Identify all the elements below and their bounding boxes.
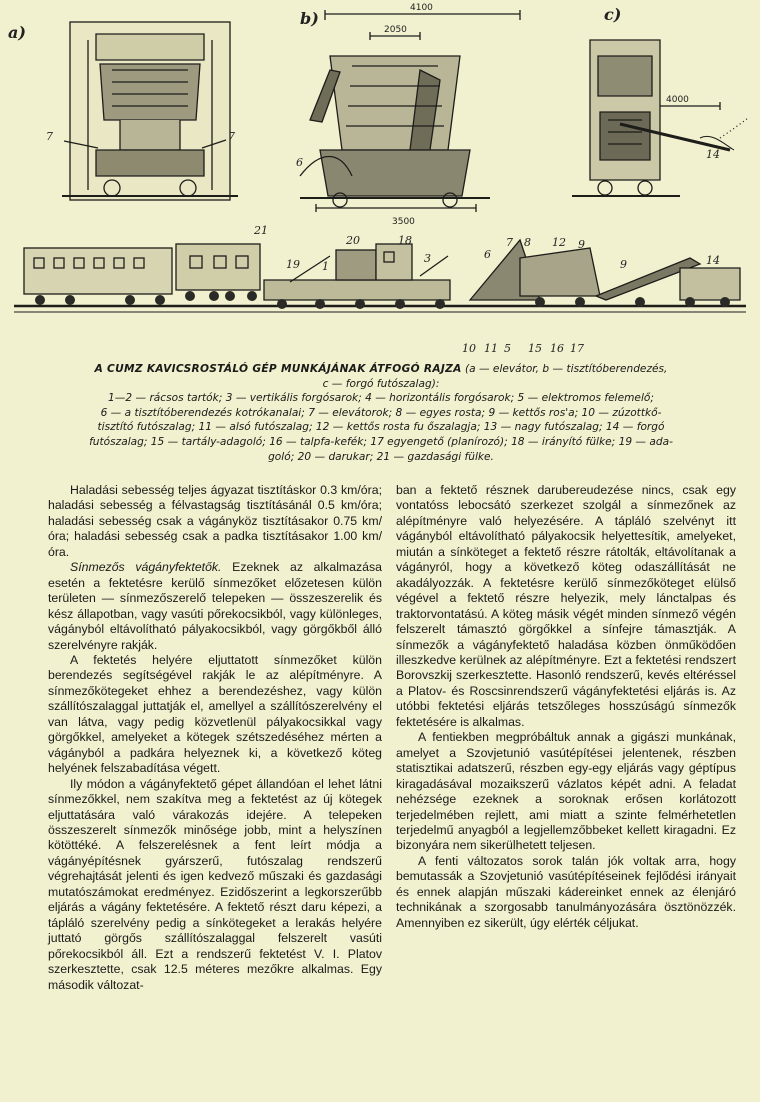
part-number: 9 [620, 258, 627, 271]
panel-number: 6 [296, 156, 303, 169]
dim-c-side: 4000 [666, 95, 689, 105]
part-number: 14 [706, 254, 720, 267]
right-text-column [396, 483, 736, 931]
panel-number: 7 [46, 130, 53, 143]
paragraph: A fenti változatos sorok talán jók voltak arra, hogy bemutassák a Szovjetunió vasútépítéseinek fejlődési irányait és ennek alapján műszaki kádereinket ennek az élenjáró technikának a szorgosabb tanulmányozására ösztönözzék. Amennyiben ez sikerült, úgy elérték céljukat. [396, 853, 736, 930]
panel-b-cleaner [300, 10, 520, 212]
part-number: 3 [424, 252, 431, 265]
part-number: 8 [524, 236, 531, 249]
part-number: 6 [484, 248, 491, 261]
part-number: 11 [484, 342, 498, 355]
part-number: 1 [322, 260, 329, 273]
caption-line: 6 — a tisztítóberendezés kotrókanalai; 7 — elevátorok; 8 — egyes rosta; 9 — kettős ros'a; 10 — zúzottkő- [100, 406, 662, 419]
paragraph: Haladási sebesség teljes ágyazat tisztításkor 0.3 km/óra; haladási sebesség a félvastagság tisztításánál 0.5 km/óra; haladási sebesség csak a vágányköz tisztításakor 0.75 km/óra; haladási sebesség csak a padka tisztításakor 1.00 km/óra. [48, 483, 382, 559]
part-number: 5 [504, 342, 511, 355]
caption-line: (a — elevátor, b — tisztítóberendezés, [464, 363, 668, 375]
caption-line: tisztító futószalag; 11 — alsó futószalag; 12 — kettős rosta fu őszalagja; 13 — nagy futószalag; 14 — forgó [97, 421, 665, 434]
part-number: 10 [462, 342, 476, 355]
caption-line: goló; 20 — darukar; 21 — gazdasági fülke. [268, 450, 494, 463]
panel-number: 14 [706, 148, 720, 161]
panel-c-label: c) [604, 5, 622, 24]
part-number: 16 [550, 342, 564, 355]
part-number: 18 [398, 234, 412, 247]
dim-b-bottom: 3500 [392, 217, 415, 227]
part-number: 15 [528, 342, 542, 355]
panel-number: 7 [228, 130, 235, 143]
paragraph: A fentiekben megpróbáltuk annak a gigászi munkának, amelyet a Szovjetunió vasútépítései jelentenek, részben statisztikai adatszerű, részben egy-egy eljárás vagy géptípus kiragadásával mozaikszerű vázlatos képét adni. A feladat nehézsége ezeknek a soroknak erősen korlátozott terjedelmében rejlett, ami miatt a szinte felmérhetetlen terjedelmű anyagból a legjellemzőbbeket kellett kiragadni. Ez bizonyára nem sikerülhetett teljesen. [396, 730, 736, 853]
paragraph-body: Ezeknek az alkalmazása esetén a fektetésre kerülő sínmezőket előzetesen külön területen — sínmezőszerelő telepeken — összeszerelik és kész állapotban, vagy vasúti pőrekocsikból, vagy különleges, vágányból eltávolítható pályakocsikból, vagy görgőkből álló szerelvényre rakják. [48, 560, 382, 652]
left-text-column [48, 483, 382, 993]
panel-a-label: a) [8, 23, 26, 42]
part-number: 20 [346, 234, 360, 247]
paragraph: A fektetés helyére eljuttatott sínmezőket külön berendezés segítségével rakják le az alépítményre. A sínmezőkötegeket ehhez a berendezéshez, vagy külön szállítószalaggal juttatják el, amellyel a szállítószerelvény el van látva, vagy pedig közvetlenül pályakocsikkal vagy görgőkkel, amelyeket a kötegek szétszedéséhez mérten a vágányból a padkára helyeznek ki, a következő köteg helyének felszabadítása végett. [48, 652, 382, 776]
machine-drawing [0, 0, 760, 360]
paragraph-lead: Sínmezős vágányfektetők. [70, 560, 222, 575]
caption-line: c — forgó futószalag): [322, 377, 440, 390]
caption-line: futószalag; 15 — tartály-adagoló; 16 — talpfa-kefék; 17 egyengető (planírozó); 18 — irányító fülke; 19 — ada- [89, 435, 673, 448]
part-number: 19 [286, 258, 300, 271]
part-number: 9 [578, 238, 585, 251]
paragraph: ban a fektető résznek darubereudezése nincs, csak egy vontatóss lebocsátó szerkezet szolgál a sínmezőnek az alépítményre való helyezésére. A tápláló szelvényt itt vágányból eltávolítható pályakocsik helyettesítik, amelyeket, miután a sínköteget a fektető részre rátolták, eltávolítanak a vágányról, hogy a következő köteg odaszállítását ne akadályozzák. A fektetésre kerülő sínmezőköteget elülső végével a fektető részre helyezik, mely lánctalpas és traktorvontatású. A köteg másik végét minden sínmező végén felszerelt támasztó görgőkkel a sínfejre támasztják. A sínmezők a vágányfektető haladása közben önműködően illeszkedve kerülnek az alépítményre. Ezt a fektetési rendszert Borovszkij szerkesztette. Hasonló rendszerű, kevés eltéréssel a Platov- és Roscsinrendszerű vágányfektetési eljárás is. Az utóbbi fektetési eljárás tetszőleges hosszúságú sínmezők fektetésére is alkalmas. [396, 483, 736, 729]
dim-b-top-inner: 2050 [384, 25, 407, 35]
dim-b-top-outer: 4100 [410, 3, 433, 13]
caption-title: A CUMZ KAVICSROSTÁLÓ GÉP MUNKÁJÁNAK ÁTFOGÓ RAJZA [94, 363, 462, 375]
panel-b-label: b) [300, 9, 319, 28]
caption-line: 1—2 — rácsos tartók; 3 — vertikális forgósarok; 4 — horizontális forgósarok; 5 — elektromos felemelő; [108, 392, 654, 405]
part-number: 21 [254, 224, 268, 237]
part-number: 7 [506, 236, 513, 249]
paragraph [48, 560, 382, 653]
part-number: 12 [552, 236, 566, 249]
panel-c-conveyor [572, 40, 748, 196]
figure-caption [18, 362, 744, 464]
panel-a-elevator [62, 22, 238, 200]
paragraph: Ily módon a vágányfektető gépet állandóan el lehet látni sínmezőkkel, nem szakítva meg a fektetést az új kötegek eljuttatására való várakozás idejére. A telepeken összeszerelt sínmezők minősége jobb, mint a helyszínen kötöttéké. A felszerelésnek a fent leírt módja a vágányépítésnek gyárszerű, futószalag rendszerű végrehajtását jelenti és igen kedvező műszaki és gazdasági mutatószámokat eredményez. Ezidőszerint a legkorszerűbb eljárás a vágány fektetésére. A fektető részt daru képezi, a tápláló szerelvény pedig a sínkötegeket a lerakás helyére juttató görgős szállítószalaggal felszerelt vasúti pőrekocsikból áll. Ezt a rendszerű fektetést V. I. Platov szerkesztette, csak 12.5 méteres mezőkre alkalmas. Egy második változat- [48, 776, 382, 992]
part-number: 17 [570, 342, 584, 355]
